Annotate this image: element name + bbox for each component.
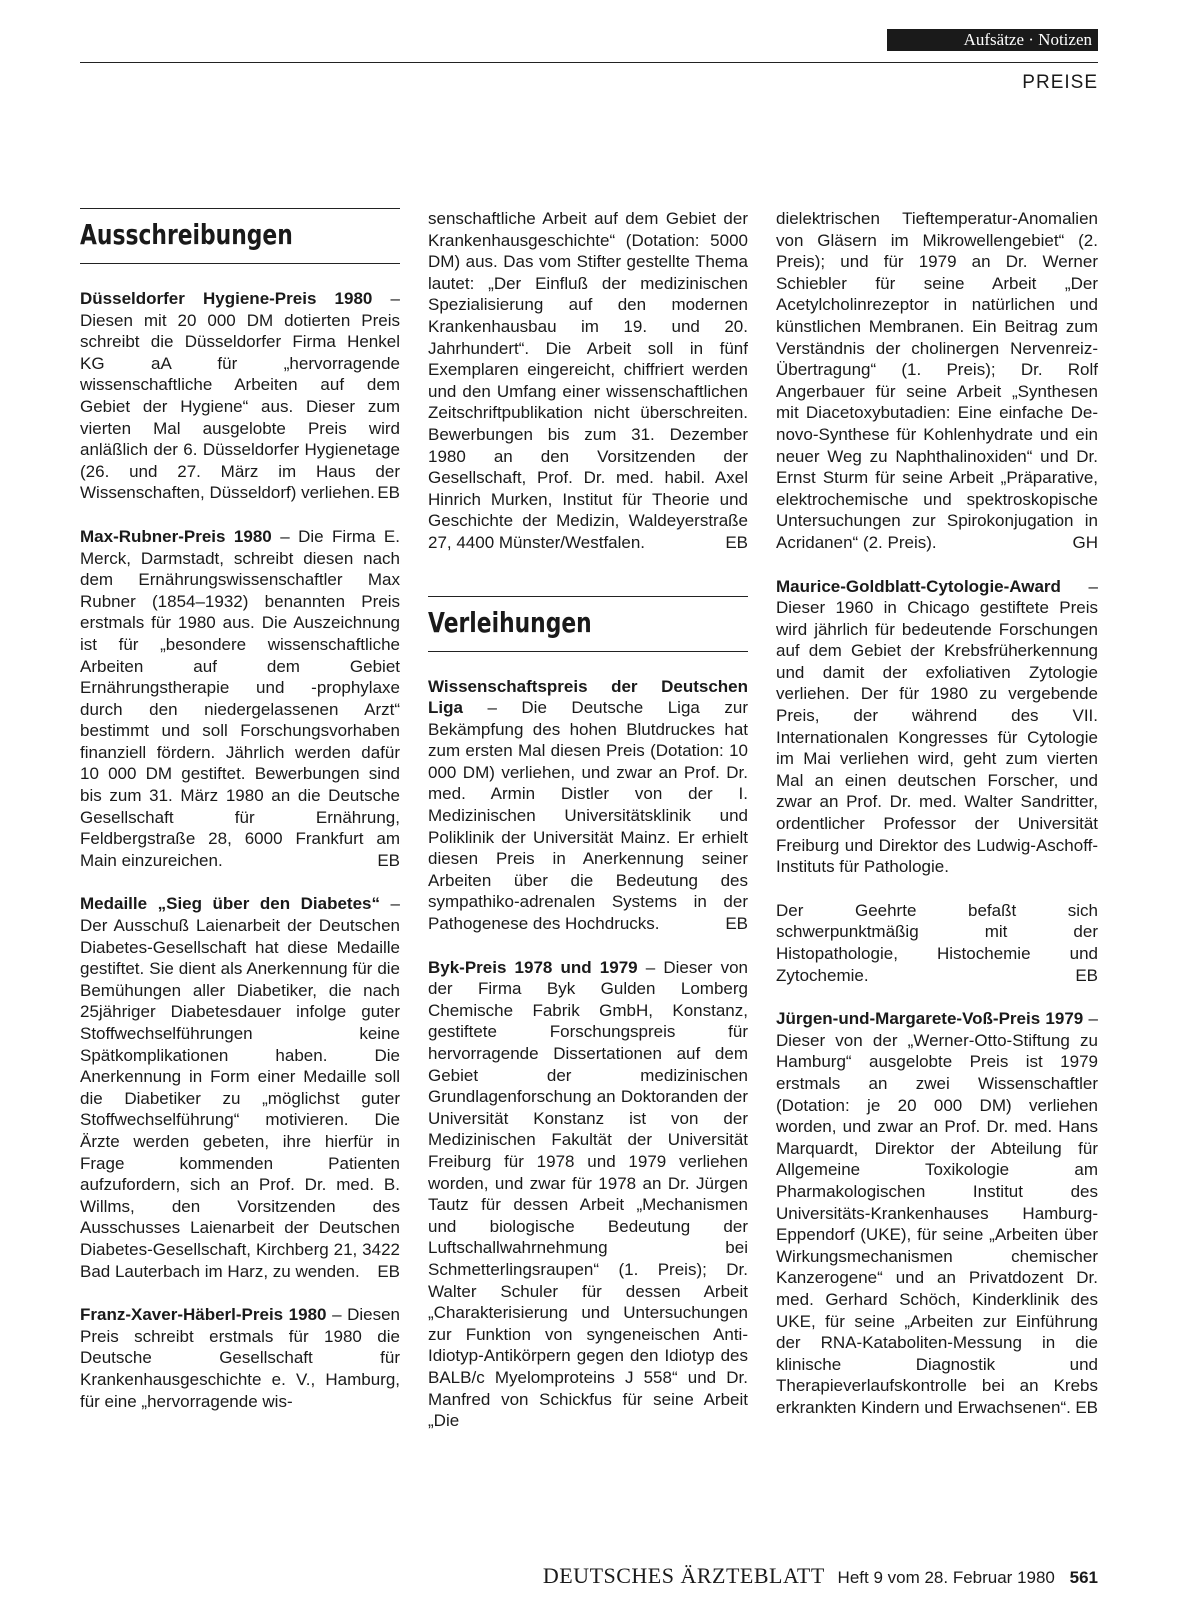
entry-title: Max-Rubner-Preis 1980 (80, 526, 272, 546)
column-1 (80, 208, 400, 1412)
article-continuation (776, 208, 1098, 554)
author-signature: EB (1075, 1397, 1098, 1417)
author-signature: EB (725, 914, 748, 934)
column-3 (776, 208, 1098, 1418)
entry-text: – Die Firma E. Merck, Darmstadt, schreibt diesen nach dem Ernährungswissenschaftler Max Rubner (1854–1932) benannten Preis erstmals für 1980 aus. Die Auszeichnung ist für „besondere wissenschaftliche Arbeiten auf dem Gebiet Ernährungstherapie und -prophylaxe durch den niedergelassenen Arzt“ bestimmt und soll Forschungsvorhaben finanziell fördern. Jährlich werden dafür 10 000 DM gestiftet. Bewerbungen sind bis zum 31. März 1980 an die Deutsche Gesellschaft für Ernährung, Feldbergstraße 28, 6000 Frankfurt am Main einzureichen. (80, 526, 400, 870)
rubric-label: PREISE (1022, 72, 1098, 93)
entry-text: – Dieser von der „Werner-Otto-Stiftung zu Hamburg“ ausgelobte Preis ist 1979 erstmals an zwei Wissenschaftler (Dotation: je 20 000 DM) verliehen worden, und zwar an Prof. Dr. med. Hans Marquardt, Direktor der Abteilung für Allgemeine Toxikologie am Pharmakologischen Institut des Universitäts-Krankenhauses Hamburg-Eppendorf (UKE), für seine „Arbeiten über Wirkungsmechanismen chemischer Kanzerogene“ und an Privatdozent Dr. med. Gerhard Schöch, Kinderklinik des UKE, für seine „Arbeiten zur Einführung der RNA-Kataboliten-Messung in die klinische Diagnostik und Therapieverlaufskontrolle bei an Krebs erkrankten Kindern und Erwachsenen“. (776, 1009, 1098, 1417)
author-signature: EB (377, 850, 400, 870)
article-entry (776, 1008, 1098, 1418)
entry-title: Maurice-Goldblatt-Cytologie-Award (776, 576, 1061, 596)
entry-title: Jürgen-und-Margarete-Voß-Preis 1979 (776, 1009, 1084, 1029)
author-signature: GH (1072, 532, 1098, 552)
section-title: Verleihungen (428, 605, 592, 639)
page-footer (543, 1563, 1098, 1589)
entry-title: Medaille „Sieg über den Diabetes“ (80, 894, 380, 914)
issue-info: Heft 9 vom 28. Februar 1980 (837, 1568, 1055, 1587)
entry-title: Wissenschaftspreis der Deutschen Liga (428, 676, 748, 718)
section-heading (80, 208, 400, 264)
page-number: 561 (1069, 1568, 1098, 1587)
entry-text: Der Geehrte befaßt sich schwerpunktmäßig mit der Histopathologie, Histochemie und Zytochemie. (776, 900, 1098, 985)
column-2 (428, 208, 748, 1432)
entry-title: Byk-Preis 1978 und 1979 (428, 957, 638, 977)
entry-text: dielektrischen Tieftemperatur-Anomalien von Gläsern im Mikrowellengebiet“ (2. Preis); und für 1979 an Dr. Werner Schiebler für seine Arbeit „Der Acetylcholinrezeptor in natürlichen und künstlichen Membranen. Ein Beitrag zum Verständnis der cholinergen Nervenreiz-Übertragung“ (1. Preis); Dr. Rolf Angerbauer für seine Arbeit „Synthesen mit Diacetoxybutadien: Eine einfache De-novo-Synthese für Kohlenhydrate und ein neuer Weg zu Naphthalinoxiden“ und Dr. Ernst Sturm für seine Arbeit „Präparative, elektrochemische und spektroskopische Untersuchungen zur Spirokonjugation in Acridanen“ (2. Preis). (776, 209, 1098, 552)
entry-text: – Diesen Preis schreibt erstmals für 1980 die Deutsche Gesellschaft für Krankenhausgeschichte e. V., Hamburg, für eine „hervorragende wis- (80, 1305, 400, 1411)
article-paragraph (776, 900, 1098, 986)
article-continuation (428, 208, 748, 554)
author-signature: EB (1075, 965, 1098, 985)
article-entry (80, 526, 400, 872)
section-tag: Aufsätze · Notizen (887, 29, 1098, 51)
author-signature: EB (377, 1261, 400, 1281)
journal-name: DEUTSCHES ÄRZTEBLATT (542, 1563, 825, 1588)
header-rule (80, 62, 1098, 63)
article-entry (776, 576, 1098, 878)
entry-text: – Diesen mit 20 000 DM dotierten Preis schreibt die Düsseldorfer Firma Henkel KG aA für „hervorragende wissenschaftliche Arbeiten auf dem Gebiet der Hygiene“ aus. Dieser zum vierten Mal ausgelobte Preis wird anläßlich der 6. Düsseldorfer Hygienetage (26. und 27. März im Haus der Wissenschaften, Düsseldorf) verliehen. (80, 289, 400, 503)
article-entry (80, 893, 400, 1282)
author-signature: EB (725, 532, 748, 552)
entry-text: – Dieser 1960 in Chicago gestiftete Preis wird jährlich für bedeutende Forschungen auf dem Gebiet der Krebsfrüherkennung und damit der exfoliativen Zytologie verliehen. Der für 1980 zu vergebende Preis, der während des VII. Internationalen Kongresses für Cytologie im Mai verliehen wird, geht zum vierten Mal an einen deutschen Forscher, und zwar an Prof. Dr. med. Walter Sandritter, ordentlicher Professor der Universität Freiburg und Direktor des Ludwig-Aschoff-Instituts für Pathologie. (776, 576, 1098, 877)
article-entry (428, 676, 748, 935)
section-title: Ausschreibungen (80, 218, 293, 251)
author-signature: EB (377, 483, 400, 503)
entry-title: Düsseldorfer Hygiene-Preis 1980 (80, 289, 373, 308)
entry-text: senschaftliche Arbeit auf dem Gebiet der Krankenhausgeschichte“ (Dotation: 5000 DM) aus. Das vom Stifter gestellte Thema lautet: „Der Einfluß der medizinischen Spezialisierung auf den modernen Krankenhausbau im 19. und 20. Jahrhundert“. Die Arbeit soll in fünf Exemplaren eingereicht, chiffriert werden und den Umfang einer wissenschaftlichen Zeitschriftpublikation nicht überschreiten. Bewerbungen bis zum 31. Dezember 1980 an den Vorsitzenden der Gesellschaft, Prof. Dr. med. habil. Axel Hinrich Murken, Institut für Theorie und Geschichte der Medizin, Waldeyerstraße 27, 4400 Münster/Westfalen. (428, 209, 748, 552)
article-entry (428, 957, 748, 1432)
article-entry (80, 288, 400, 504)
entry-text: – Die Deutsche Liga zur Bekämpfung des hohen Blutdruckes hat zum ersten Mal diesen Preis (Dotation: 10 000 DM) verliehen, und zwar an Prof. Dr. med. Armin Distler von der I. Medizinischen Universitätsklinik und Poliklinik der Universität Mainz. Er erhielt diesen Preis in Anerkennung seiner Arbeiten über die Bedeutung des sympathiko-adrenalen Systems in der Pathogenese des Hochdrucks. (428, 698, 748, 934)
entry-title: Franz-Xaver-Häberl-Preis 1980 (80, 1305, 327, 1325)
entry-text: – Der Ausschuß Laienarbeit der Deutschen Diabetes-Gesellschaft hat diese Medaille gestiftet. Sie dient als Anerkennung für die Bemühungen aller Diabetiker, die nach 25jähriger Diabetesdauer infolge guter Stoffwechselführungen keine Spätkomplikationen haben. Die Anerkennung in Form einer Medaille soll die Diabetiker zu „möglichst guter Stoffwechselführung“ motivieren. Die Ärzte werden gebeten, ihre hierfür in Frage kommenden Patienten aufzufordern, sich an Prof. Dr. med. B. Willms, den Vorsitzenden des Ausschusses Laienarbeit der Deutschen Diabetes-Gesellschaft, Kirchberg 21, 3422 Bad Lauterbach im Harz, zu wenden. (80, 894, 400, 1281)
entry-text: – Dieser von der Firma Byk Gulden Lomberg Chemische Fabrik GmbH, Konstanz, gestiftete Forschungspreis für hervorragende Dissertationen auf dem Gebiet der medizinischen Grundlagenforschung an Doktoranden der Universität Konstanz ist von der Medizinischen Fakultät der Universität Freiburg für 1978 und 1979 verliehen worden, und zwar für 1978 an Dr. Jürgen Tautz für dessen Arbeit „Mechanismen und biologische Bedeutung der Luftschallwahrnehmung bei Schmetterlingsraupen“ (1. Preis); Dr. Walter Schuler für dessen Arbeit „Charakterisierung und Untersuchungen zur Funktion von syngeneischen Anti-Idiotyp-Antikörpern gegen den Idiotyp des BALB/c Myelomproteins J 558“ und Dr. Manfred von Schickfus für seine Arbeit „Die (428, 957, 748, 1431)
article-entry (80, 1304, 400, 1412)
section-heading (428, 596, 748, 652)
